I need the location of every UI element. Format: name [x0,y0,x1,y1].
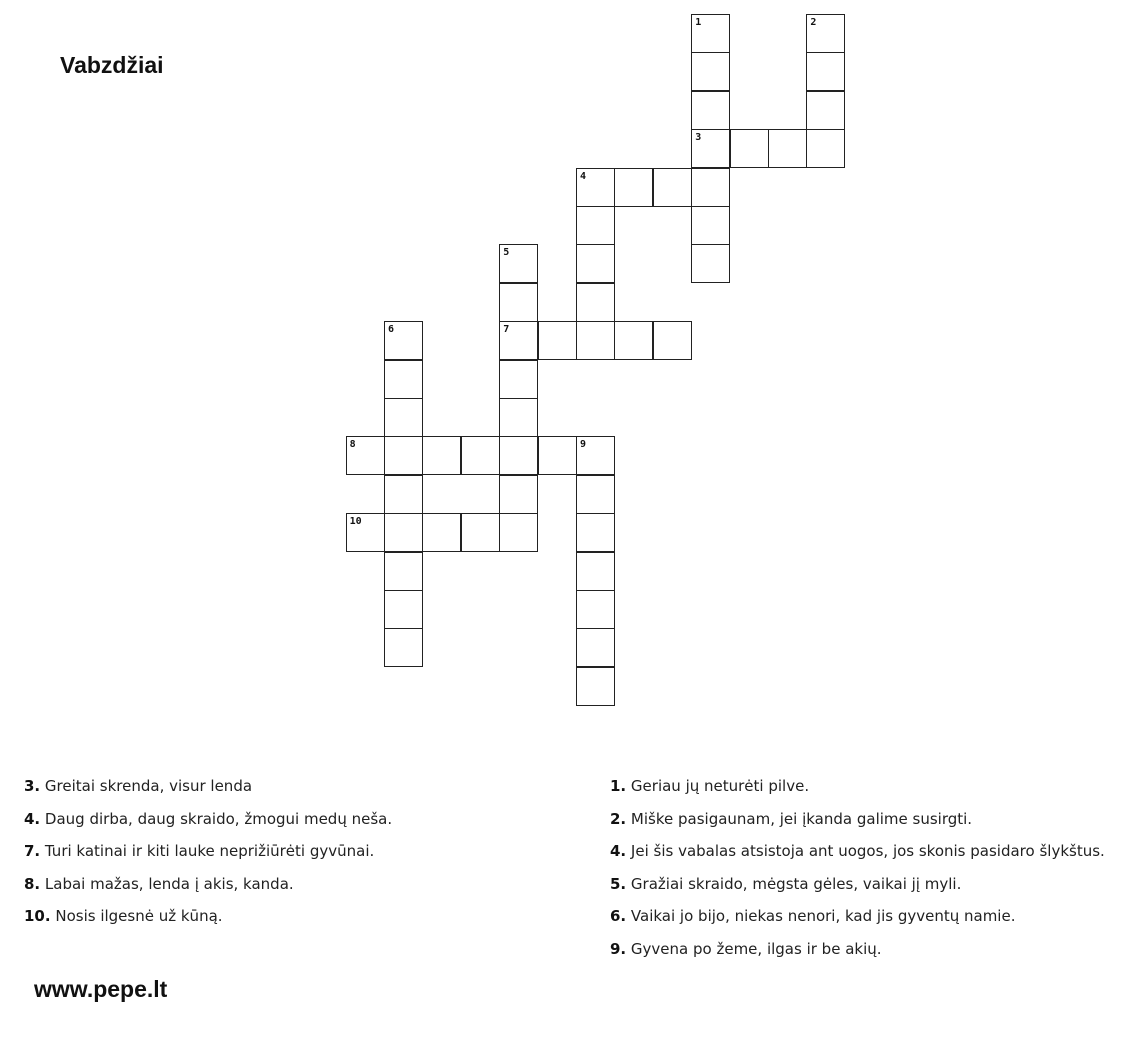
clue-text: Gyvena po žeme, ilgas ir be akių. [630,939,882,958]
crossword-cell[interactable] [614,168,653,207]
crossword-cell[interactable] [384,628,423,667]
crossword-cell[interactable] [384,321,423,360]
clue-text: Geriau jų neturėti pilve. [630,777,810,795]
crossword-cell[interactable] [806,129,845,168]
crossword-cell[interactable] [730,129,769,168]
crossword-cell[interactable] [346,436,385,475]
crossword-cell[interactable] [614,321,653,360]
crossword-cell[interactable] [653,321,692,360]
crossword-cell[interactable] [422,513,461,552]
clue-item [24,907,584,926]
page-title: Vabzdžiai [60,52,164,78]
crossword-cell[interactable] [499,475,538,514]
crossword-cell[interactable] [691,14,730,53]
crossword-cell[interactable] [806,14,845,53]
crossword-cell[interactable] [346,513,385,552]
crossword-cell[interactable] [576,244,615,283]
crossword-cell[interactable] [461,436,500,475]
clue-number: 5. [610,874,627,893]
clue-number: 4. [24,809,41,828]
clue-item [24,777,584,796]
clue-text: Vaikai jo bijo, niekas nenori, kad jis gyventų namie. [630,907,1016,925]
clue-item [24,875,584,894]
clue-item [610,907,1135,926]
clue-number: 1. [610,777,627,795]
crossword-cell[interactable] [576,552,615,591]
crossword-cell[interactable] [384,475,423,514]
crossword-cell[interactable] [691,206,730,245]
clue-number-label: 9 [580,439,587,451]
clue-number: 6. [610,907,627,925]
crossword-cell[interactable] [384,552,423,591]
crossword-cell[interactable] [576,667,615,706]
crossword-cell[interactable] [538,321,577,360]
clue-number: 3. [24,777,41,795]
crossword-cell[interactable] [576,628,615,667]
crossword-cell[interactable] [576,321,615,360]
clue-number-label: 6 [388,324,395,336]
crossword-cell[interactable] [499,360,538,399]
clue-item [610,810,1135,829]
crossword-cell[interactable] [384,590,423,629]
crossword-cell[interactable] [576,206,615,245]
crossword-cell[interactable] [576,283,615,322]
clues-across-list [24,777,584,940]
clue-text: Gražiai skraido, mėgsta gėles, vaikai jį myli. [630,874,962,893]
clue-text: Labai mažas, lenda į akis, kanda. [44,874,294,893]
crossword-cell[interactable] [691,91,730,130]
clue-text: Nosis ilgesnė už kūną. [55,907,223,925]
clue-number-label: 3 [695,132,702,144]
clue-number-label: 1 [695,17,702,28]
crossword-cell[interactable] [691,52,730,91]
clues-down-list [610,777,1135,972]
crossword-cell[interactable] [499,513,538,552]
clue-number-label: 5 [503,247,510,259]
crossword-cell[interactable] [576,168,615,207]
clue-number: 2. [610,809,627,828]
clue-number-label: 4 [580,170,587,182]
crossword-cell[interactable] [768,129,807,168]
crossword-cell[interactable] [499,321,538,360]
crossword-cell[interactable] [806,91,845,130]
crossword-cell[interactable] [653,168,692,207]
clue-item [24,842,584,861]
crossword-cell[interactable] [499,398,538,437]
clue-text: Jei šis vabalas atsistoja ant uogos, jos skonis pasidaro šlykštus. [630,842,1105,860]
clue-number-label: 8 [349,439,356,451]
clue-item [610,777,1135,796]
clue-number: 4. [610,842,627,860]
crossword-cell[interactable] [576,436,615,475]
crossword-cell[interactable] [384,436,423,475]
clue-text: Miške pasigaunam, jei įkanda galime susirgti. [630,809,973,828]
crossword-cell[interactable] [499,244,538,283]
clue-item [610,875,1135,894]
crossword-cell[interactable] [691,168,730,207]
clue-item [610,842,1135,861]
clue-text: Daug dirba, daug skraido, žmogui medų neša. [44,809,393,828]
clue-number: 8. [24,874,41,893]
clue-item [24,810,584,829]
clue-text: Turi katinai ir kiti lauke neprižiūrėti gyvūnai. [44,842,375,860]
clue-number-label: 10 [349,516,362,528]
crossword-cell[interactable] [461,513,500,552]
clue-text: Greitai skrenda, visur lenda [44,777,253,795]
crossword-cell[interactable] [499,436,538,475]
crossword-cell[interactable] [806,52,845,91]
crossword-cell[interactable] [384,398,423,437]
clue-number-label: 7 [503,324,510,336]
website-label: www.pepe.lt [34,976,168,1002]
crossword-cell[interactable] [691,244,730,283]
clue-number: 9. [610,939,627,958]
clue-number-label: 2 [810,17,817,28]
crossword-cell[interactable] [576,513,615,552]
crossword-cell[interactable] [384,513,423,552]
crossword-cell[interactable] [538,436,577,475]
crossword-cell[interactable] [384,360,423,399]
crossword-cell[interactable] [576,590,615,629]
clue-item [610,940,1135,959]
crossword-cell[interactable] [422,436,461,475]
clue-number: 7. [24,842,41,860]
crossword-cell[interactable] [691,129,730,168]
crossword-cell[interactable] [499,283,538,322]
crossword-cell[interactable] [576,475,615,514]
clue-number: 10. [24,907,51,925]
